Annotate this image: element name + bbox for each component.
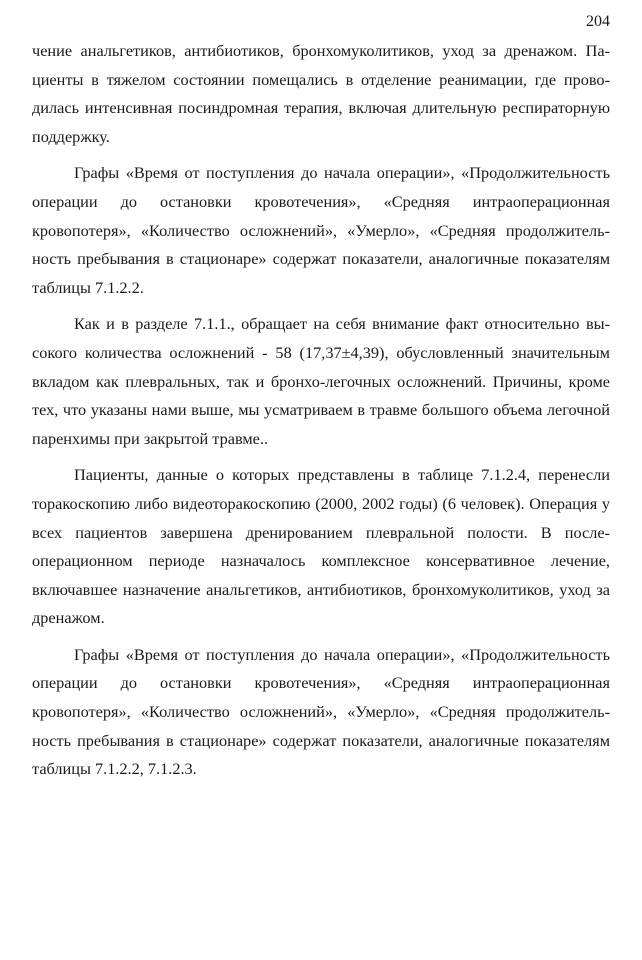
page-number: 204: [586, 13, 610, 30]
paragraph-graphs-table-7-1-2-2: Графы «Время от поступления до начала операции», «Продолжительность операции до остановки кровотечения», «Средняя интраоперационная кровопотеря», «Количество осложнений», «Умерло», «Средняя продолжительность пребывания в стационаре» содержат показатели, аналогичные показателям таблицы 7.1.2.2.: [32, 163, 610, 297]
paragraph-graphs-table-7-1-2-3: Графы «Время от поступления до начала операции», «Продолжительность операции до остановки кровотечения», «Средняя интраоперационная кровопотеря», «Количество осложнений», «Умерло», «Средняя продолжительность пребывания в стационаре» содержат показатели, аналогичные показателям таблицы 7.1.2.2, 7.1.2.3.: [32, 644, 610, 779]
paragraph-complications: Как и в разделе 7.1.1., обращает на себя внимание факт относительно высокого количества осложнений - 58 (17,37±4,39), обусловленный значительным вкладом как плевральных, так и бронхо-легочных осложнений. Причины, кроме тех, что указаны нами выше, мы усматриваем в травме большого объема легочной паренхимы при закрытой травме..: [32, 314, 610, 448]
paragraph-continuation: чение анальгетиков, антибиотиков, бронхомуколитиков, уход за дренажом. Пациенты в тяжелом состоянии помещались в отделение реанимации, где проводилась интенсивная посиндромная терапия, включая длительную респираторную поддержку.: [32, 41, 610, 146]
body-text: [32, 37, 610, 784]
paragraph-thoracoscopy-patients: Пациенты, данные о которых представлены в таблице 7.1.2.4, перенесли торакоскопию либо видеоторакоскопию (2000, 2002 годы) (6 человек). Операция у всех пациентов завершена дренированием плевральной полости. В послеоперационном периоде назначалось комплексное консервативное лечение, включавшее назначение анальгетиков, антибиотиков, бронхомуколитиков, уход за дренажом.: [32, 465, 610, 628]
